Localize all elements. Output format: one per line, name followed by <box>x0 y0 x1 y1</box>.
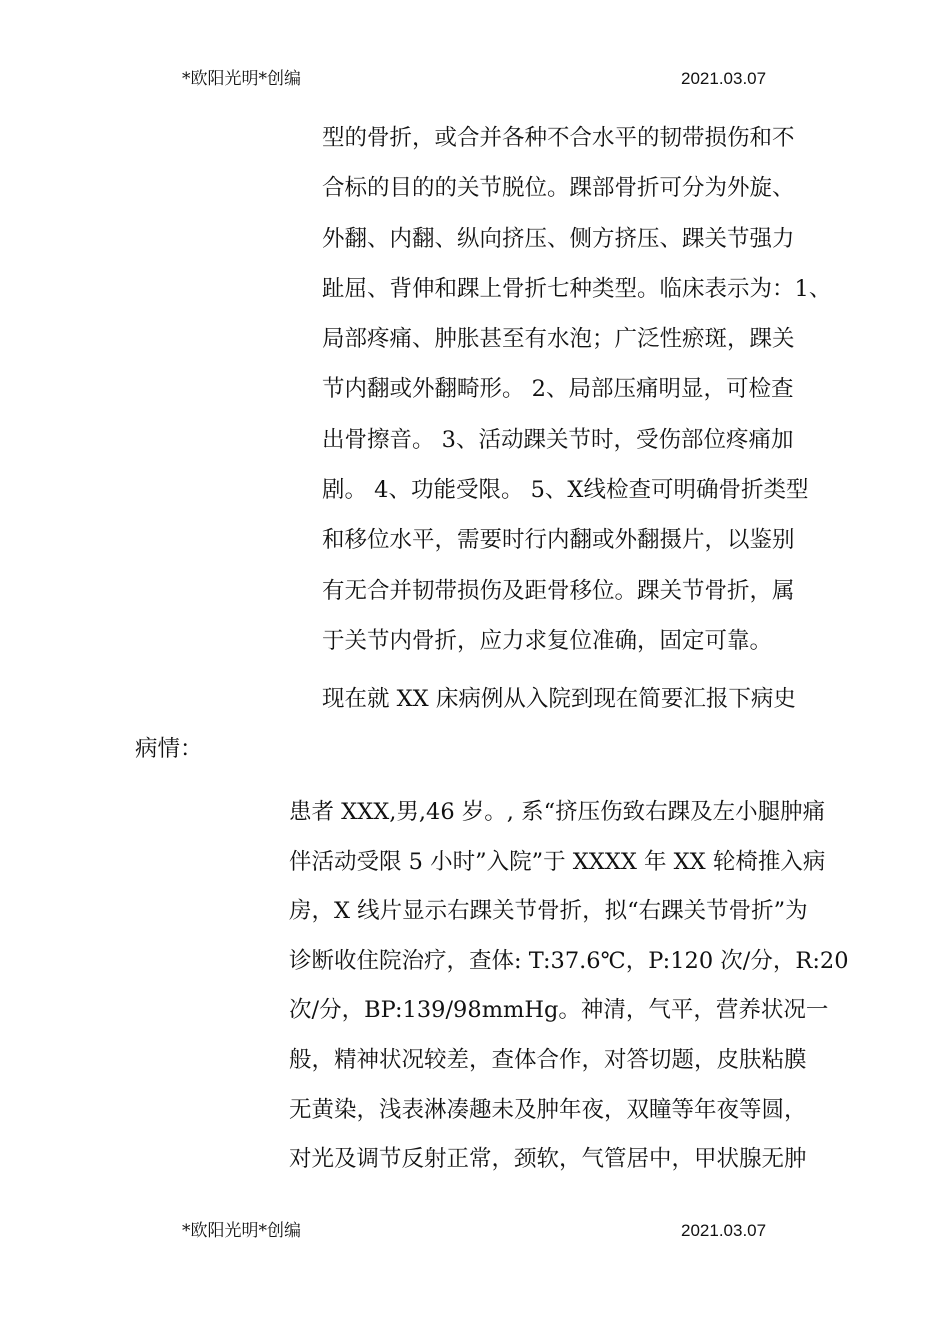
text-line: 有无合并韧带损伤及距骨移位。踝关节骨折，属 <box>322 577 795 604</box>
text-line: 出骨擦音。 3、活动踝关节时，受伤部位疼痛加 <box>322 426 794 453</box>
text-line: 于关节内骨折，应力求复位准确，固定可靠。 <box>322 627 773 654</box>
text-line: 房，X 线片显示右踝关节骨折，拟“右踝关节骨折”为 <box>289 898 808 925</box>
text-line: 般，精神状况较差，查体合作，对答切题，皮肤粘膜 <box>289 1046 807 1073</box>
text-line: 局部疼痛、肿胀甚至有水泡；广泛性瘀斑，踝关 <box>322 326 795 353</box>
text-line: 次/分，BP:139/98mmHg。神清，气平，营养状况一 <box>289 997 829 1024</box>
paragraph-fracture-description <box>322 113 832 666</box>
text-line: 患者 XXX,男,46 岁。, 系“挤压伤致右踝及左小腿肿痛 <box>289 799 826 825</box>
header-date: 2021.03.07 <box>681 69 767 88</box>
header-author: *欧阳光明*创编 <box>182 69 301 89</box>
text-line: 趾屈、背伸和踝上骨折七种类型。临床表示为：1、 <box>322 275 832 302</box>
text-line: 诊断收住院治疗，查体: T:37.6℃，P:120 次/分，R:20 <box>289 947 849 974</box>
text-line: 型的骨折，或合并各种不合水平的韧带损伤和不 <box>322 125 795 151</box>
text-line: 伴活动受限 5 小时”入院”于 XXXX 年 XX 轮椅推入病 <box>289 848 826 875</box>
text-line: 和移位水平，需要时行内翻或外翻摄片，以鉴别 <box>322 527 795 554</box>
text-line: 节内翻或外翻畸形。 2、局部压痛明显，可检查 <box>322 376 794 403</box>
text-line: 无黄染，浅表淋凑趣未及肿年夜，双瞳等年夜等圆， <box>289 1096 807 1123</box>
text-line: 剧。 4、功能受限。 5、X线检查可明确骨折类型 <box>322 477 809 504</box>
text-line: 现在就 XX 床病例从入院到现在简要汇报下病史 <box>322 686 796 712</box>
footer-date: 2021.03.07 <box>681 1221 767 1240</box>
text-line: 外翻、内翻、纵向挤压、侧方挤压、踝关节强力 <box>322 225 795 252</box>
footer-author: *欧阳光明*创编 <box>182 1221 301 1241</box>
paragraph-report-intro <box>322 674 822 724</box>
text-line-continuation: 病情： <box>135 736 203 762</box>
text-line: 对光及调节反射正常，颈软，气管居中，甲状腺无肿 <box>289 1146 807 1173</box>
text-line: 合标的目的的关节脱位。踝部骨折可分为外旋、 <box>322 175 795 202</box>
paragraph-patient-history <box>289 788 849 1185</box>
